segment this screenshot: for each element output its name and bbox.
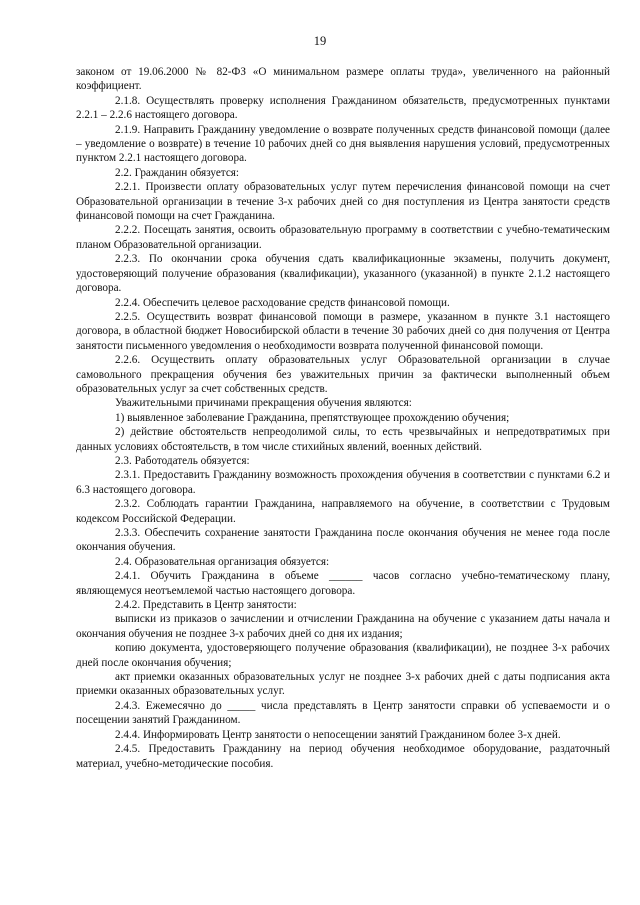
paragraph-2-3-2: 2.3.2. Соблюдать гарантии Гражданина, направляемого на обучение, в соответствии с Трудовым кодексом Российской Федерации. — [76, 498, 610, 525]
page-number: 19 — [313, 34, 327, 48]
paragraph-2-4-4: 2.4.4. Информировать Центр занятости о непосещении занятий Гражданином более 3-х дней. — [115, 728, 561, 741]
paragraph-2-1-9: 2.1.9. Направить Гражданину уведомление о возврате полученных средств финансовой помощи (далее – уведомление о возврате) в течение 10 рабочих дней со дня выявления нарушения условий, предусмотренных пунктом 2.2.1 настоящего договора. — [76, 123, 610, 165]
valid-reasons-heading: Уважительными причинами прекращения обучения являются: — [115, 397, 412, 410]
paragraph-2-4-3: 2.4.3. Ежемесячно до _____ числа представлять в Центр занятости справки об успеваемости и о посещении занятий Гражданином. — [76, 699, 610, 727]
list-item-acceptance-act: акт приемки оказанных образовательных услуг не позднее 3-х рабочих дней с даты подписания акта приемки оказанных образовательных услуг. — [76, 671, 610, 698]
list-item-document-copy: копию документа, удостоверяющего получение образования (квалификации), не позднее 3-х рабочих дней после окончания обучения; — [76, 642, 610, 669]
valid-reason-1: 1) выявленное заболевание Гражданина, препятствующее прохождению обучения; — [115, 411, 510, 424]
heading-2-3: 2.3. Работодатель обязуется: — [115, 454, 250, 467]
paragraph-2-1-8: 2.1.8. Осуществлять проверку исполнения Гражданином обязательств, предусмотренных пунктами 2.2.1 – 2.2.6 настоящего договора. — [76, 94, 610, 122]
paragraph-2-2-6: 2.2.6. Осуществить оплату образовательных услуг Образовательной организации в случае самовольного прекращения обучения без уважительных причин за фактически выполненный объем образовательных услуг за счет собственных средств. — [76, 354, 610, 395]
heading-2-4: 2.4. Образовательная организация обязуется: — [115, 555, 330, 568]
paragraph-2-4-2: 2.4.2. Представить в Центр занятости: — [115, 599, 297, 612]
paragraph-2-3-1: 2.3.1. Предоставить Гражданину возможность прохождения обучения в соответствии с пунктами 6.2 и 6.3 настоящего договора. — [76, 469, 610, 496]
list-item-extracts: выписки из приказов о зачислении и отчислении Гражданина на обучение с указанием даты начала и окончания обучения не позднее 3-х рабочих дней со дня их издания; — [76, 613, 610, 640]
paragraph-2-2-3: 2.2.3. По окончании срока обучения сдать квалификационные экзамены, получить документ, удостоверяющий получение образования (квалификации), указанного (указанной) в пункте 2.1.2 настоящего договора. — [76, 253, 610, 295]
paragraph-2-4-5: 2.4.5. Предоставить Гражданину на период обучения необходимое оборудование, раздаточный материал, учебно-методические пособия. — [76, 743, 610, 770]
paragraph-2-2-2: 2.2.2. Посещать занятия, освоить образовательную программу в соответствии с учебно-тематическим планом Образовательной организации. — [76, 224, 610, 251]
paragraph-2-2-1: 2.2.1. Произвести оплату образовательных услуг путем перечисления финансовой помощи на счет Образовательной организации в течение 3-х рабочих дней со дня поступления из Центра занятости средств финансовой помощи на счет Гражданина. — [76, 181, 610, 223]
paragraph-2-4-1: 2.4.1. Обучить Гражданина в объеме ______ часов согласно учебно-тематическому плану, являющемуся неотъемлемой частью настоящего договора. — [76, 570, 610, 597]
valid-reason-2: 2) действие обстоятельств непреодолимой силы, то есть чрезвычайных и непредотвратимых при данных условиях обстоятельств, в том числе стихийных явлений, военных действий. — [76, 426, 610, 453]
heading-2-2: 2.2. Гражданин обязуется: — [115, 166, 240, 179]
paragraph-2-2-5: 2.2.5. Осуществить возврат финансовой помощи в размере, указанном в пункте 3.1 настоящего договора, в областной бюджет Новосибирской области в течение 30 рабочих дней со дня получения от Центра занятости письменного уведомления о необходимости возврата полученной финансовой помощи. — [76, 310, 610, 352]
paragraph-2-2-4: 2.2.4. Обеспечить целевое расходование средств финансовой помощи. — [115, 296, 450, 309]
document-body — [76, 65, 610, 771]
paragraph-continuation: законом от 19.06.2000 № 82-ФЗ «О минимальном размере оплаты труда», увеличенного на районный коэффициент. — [76, 66, 610, 93]
paragraph-2-3-3: 2.3.3. Обеспечить сохранение занятости Гражданина после окончания обучения не менее года после окончания обучения. — [76, 527, 610, 554]
